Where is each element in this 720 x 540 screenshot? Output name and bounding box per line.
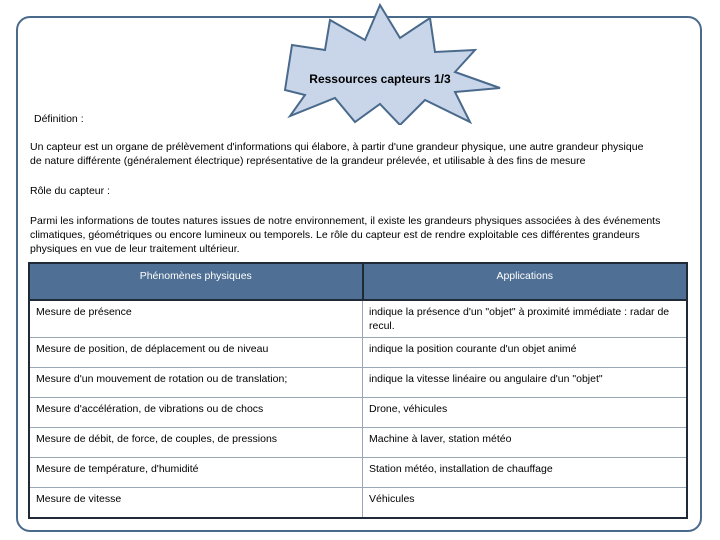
phenomenon-cell: Mesure de position, de déplacement ou de niveau <box>29 338 363 368</box>
table-row <box>29 428 687 458</box>
phenomenon-cell: Mesure de vitesse <box>29 488 363 519</box>
role-heading: Rôle du capteur : <box>30 185 110 197</box>
page-title: Ressources capteurs 1/3 <box>309 72 451 86</box>
application-cell: indique la présence d'un "objet" à proximité immédiate : radar de recul. <box>363 300 688 338</box>
application-cell: Station météo, installation de chauffage <box>363 458 688 488</box>
role-text-line1: Parmi les informations de toutes natures issues de notre environnement, il existe les grandeurs physiques associées à des événements <box>30 215 661 227</box>
phenomenon-cell: Mesure d'accélération, de vibrations ou de chocs <box>29 398 363 428</box>
application-cell: indique la vitesse linéaire ou angulaire d'un "objet" <box>363 368 688 398</box>
table-row <box>29 368 687 398</box>
table-row <box>29 398 687 428</box>
application-cell: indique la position courante d'un objet animé <box>363 338 688 368</box>
phenomenon-cell: Mesure de débit, de force, de couples, de pressions <box>29 428 363 458</box>
application-cell: Véhicules <box>363 488 688 519</box>
header-applications: Applications <box>363 263 688 300</box>
sensor-table <box>28 262 688 519</box>
definition-text-line1: Un capteur est un organe de prélèvement d'informations qui élabore, à partir d'une grandeur physique, une autre grandeur physique <box>30 141 644 153</box>
application-cell: Machine à laver, station météo <box>363 428 688 458</box>
definition-text-line2: de nature différente (généralement électrique) représentative de la grandeur prélevée, et utilisable à des fins de mesure <box>30 155 586 167</box>
title-starburst <box>230 0 510 125</box>
phenomenon-cell: Mesure de température, d'humidité <box>29 458 363 488</box>
header-phenomena: Phénomènes physiques <box>29 263 363 300</box>
role-text-line2: climatiques, géométriques ou encore lumineux ou temporels. Le rôle du capteur est de rendre exploitable ces différentes grandeurs <box>30 229 640 241</box>
table-row <box>29 338 687 368</box>
table-row <box>29 488 687 519</box>
definition-heading: Définition : <box>34 113 84 125</box>
phenomenon-cell: Mesure de présence <box>29 300 363 338</box>
table-row <box>29 300 687 338</box>
table-header-row <box>29 263 687 300</box>
application-cell: Drone, véhicules <box>363 398 688 428</box>
phenomenon-cell: Mesure d'un mouvement de rotation ou de translation; <box>29 368 363 398</box>
table-row <box>29 458 687 488</box>
role-text-line3: physiques en vue de leur traitement ultérieur. <box>30 243 240 255</box>
